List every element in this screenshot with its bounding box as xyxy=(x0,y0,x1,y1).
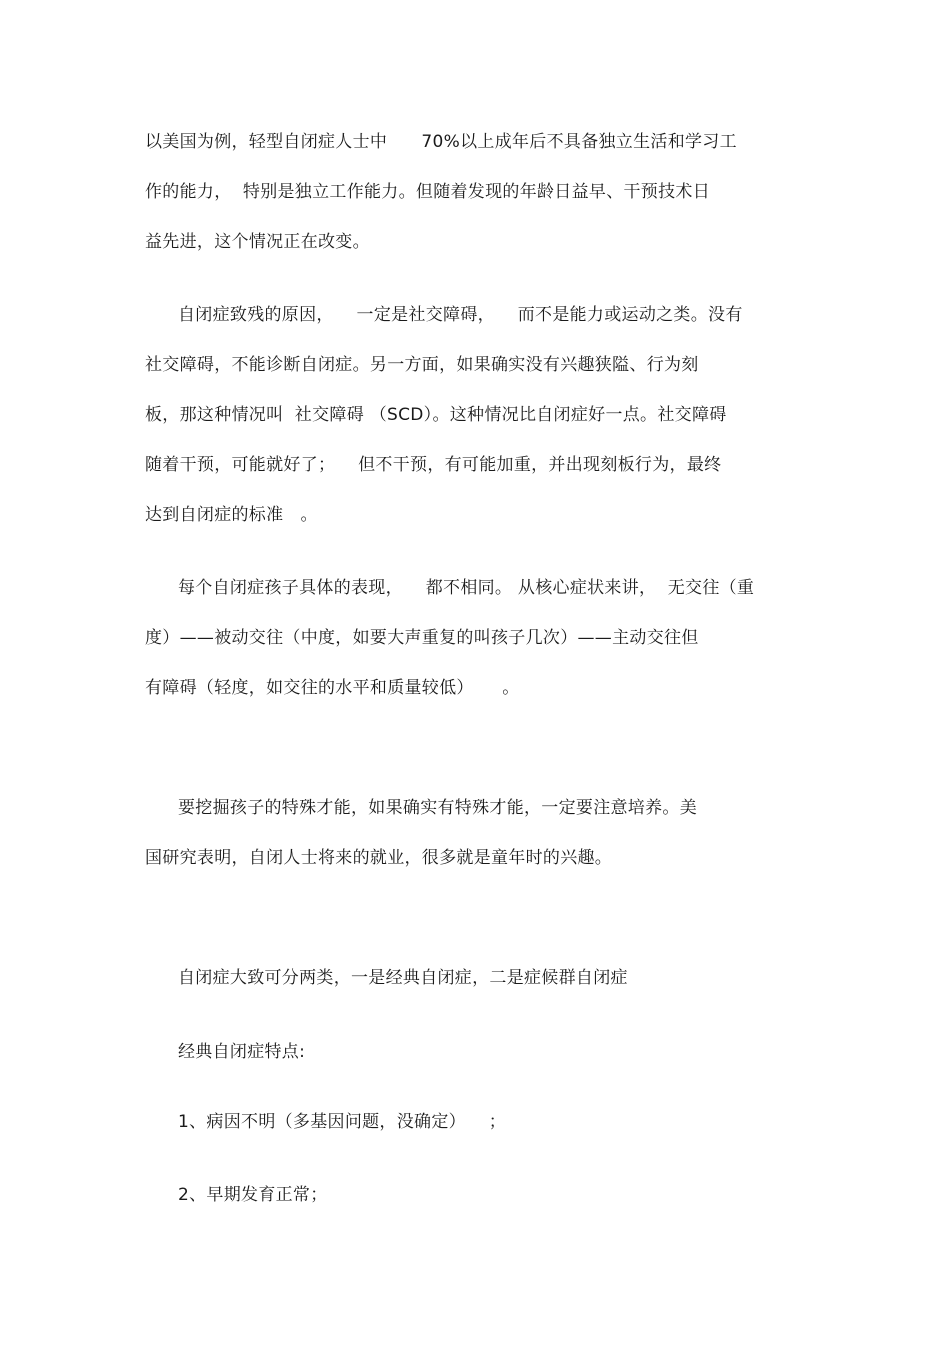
paragraph-1-line-2: 作的能力， 特别是独立工作能力。但随着发现的年龄日益早、干预技术日 xyxy=(145,182,711,202)
paragraph-2-line-2: 社交障碍，不能诊断自闭症。另一方面，如果确实没有兴趣狭隘、行为刻 xyxy=(145,355,699,375)
paragraph-3-line-2: 度）——被动交往（中度，如要大声重复的叫孩子几次）——主动交往但 xyxy=(145,628,699,648)
paragraph-1-line-1: 以美国为例，轻型自闭症人士中 70%以上成年后不具备独立生活和学习工 xyxy=(145,132,737,152)
paragraph-3-line-3: 有障碍（轻度，如交往的水平和质量较低） 。 xyxy=(145,678,520,698)
section-heading-classic-autism: 经典自闭症特点: xyxy=(178,1042,306,1062)
paragraph-3-line-1: 每个自闭症孩子具体的表现， 都不相同。 从核心症状来讲， 无交往（重 xyxy=(178,578,755,598)
list-item-2: 2、早期发育正常； xyxy=(178,1185,328,1205)
paragraph-2-line-3: 板，那这种情况叫 社交障碍 （SCD）。这种情况比自闭症好一点。社交障碍 xyxy=(145,405,727,425)
paragraph-4-line-2: 国研究表明，自闭人士将来的就业，很多就是童年时的兴趣。 xyxy=(145,848,613,868)
list-item-1: 1、病因不明（多基因问题，没确定） ； xyxy=(178,1112,507,1132)
paragraph-2-line-5: 达到自闭症的标准 。 xyxy=(145,505,318,525)
paragraph-5-line-1: 自闭症大致可分两类，一是经典自闭症，二是症候群自闭症 xyxy=(178,968,628,988)
paragraph-4-line-1: 要挖掘孩子的特殊才能，如果确实有特殊才能，一定要注意培养。美 xyxy=(178,798,697,818)
paragraph-1-line-3: 益先进，这个情况正在改变。 xyxy=(145,232,370,252)
paragraph-2-line-1: 自闭症致残的原因， 一定是社交障碍， 而不是能力或运动之类。没有 xyxy=(178,305,743,325)
paragraph-2-line-4: 随着干预，可能就好了； 但不干预，有可能加重，并出现刻板行为，最终 xyxy=(145,455,722,475)
